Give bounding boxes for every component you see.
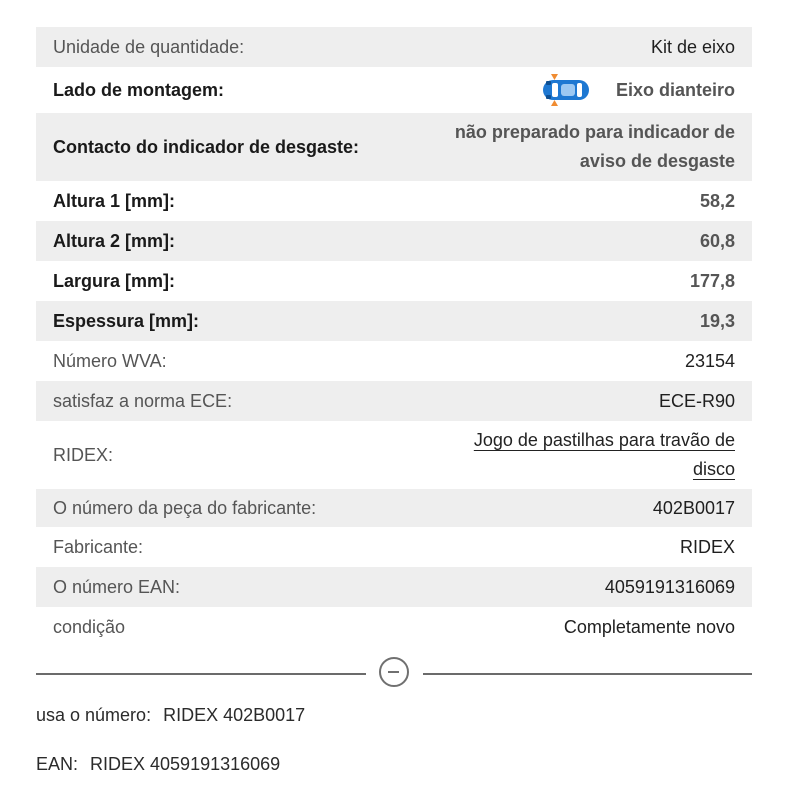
- collapse-button[interactable]: [379, 657, 409, 687]
- spec-value: 23154: [684, 350, 735, 371]
- collapse-divider: [36, 657, 752, 691]
- spec-value: 58,2: [699, 190, 735, 211]
- spec-label: Contacto do indicador de desgaste:: [53, 136, 360, 157]
- ean-line: [36, 754, 280, 775]
- spec-label: Altura 1 [mm]:: [53, 190, 176, 211]
- spec-value: 177,8: [689, 270, 735, 291]
- usage-number-line: [36, 705, 305, 726]
- spec-value: ECE-R90: [658, 390, 735, 411]
- spec-row-unidade: [36, 27, 752, 67]
- spec-row-ece: [36, 381, 752, 421]
- spec-value: Completamente novo: [563, 616, 735, 637]
- ean-value: RIDEX 4059191316069: [90, 754, 281, 774]
- spec-row-wva: [36, 341, 752, 381]
- spec-row-peca: [36, 489, 752, 527]
- spec-value: 4059191316069: [604, 576, 735, 597]
- spec-value: Kit de eixo: [650, 36, 735, 57]
- divider-line: [423, 673, 752, 675]
- spec-row-lado: [36, 67, 752, 113]
- spec-value-line: não preparado para indicador de: [454, 122, 735, 142]
- spec-label: condição: [53, 616, 126, 637]
- spec-row-ridex: [36, 421, 752, 489]
- spec-label: O número da peça do fabricante:: [53, 497, 317, 518]
- link-line: Jogo de pastilhas para travão de: [473, 430, 735, 450]
- spec-label: O número EAN:: [53, 576, 181, 597]
- spec-label: Altura 2 [mm]:: [53, 230, 176, 251]
- spec-row-altura2: [36, 221, 752, 261]
- spec-value: 60,8: [699, 230, 735, 251]
- spec-row-largura: [36, 261, 752, 301]
- spec-label: RIDEX:: [53, 444, 114, 465]
- usage-number-value: RIDEX 402B0017: [163, 705, 306, 725]
- spec-label: Fabricante:: [53, 536, 144, 557]
- link-line: disco: [692, 459, 735, 479]
- spec-value-group: [540, 72, 735, 108]
- minus-circle-icon: [388, 671, 399, 674]
- spec-value: 19,3: [699, 310, 735, 331]
- spec-table: [36, 27, 752, 647]
- car-front-axle-icon: [540, 72, 592, 108]
- ridex-product-link[interactable]: [474, 426, 735, 484]
- spec-row-contacto: [36, 113, 752, 181]
- spec-label: Lado de montagem:: [53, 79, 225, 100]
- spec-label: Espessura [mm]:: [53, 310, 200, 331]
- spec-value: Eixo dianteiro: [615, 79, 735, 100]
- ean-label: EAN:: [36, 754, 79, 774]
- spec-row-fabricante: [36, 527, 752, 567]
- spec-value: [455, 118, 735, 176]
- spec-label: Largura [mm]:: [53, 270, 176, 291]
- spec-label: satisfaz a norma ECE:: [53, 390, 233, 411]
- spec-label: Unidade de quantidade:: [53, 36, 245, 57]
- spec-value: RIDEX: [679, 536, 735, 557]
- spec-row-altura1: [36, 181, 752, 221]
- spec-value: 402B0017: [652, 497, 735, 518]
- usage-number-label: usa o número:: [36, 705, 152, 725]
- spec-row-ean: [36, 567, 752, 607]
- divider-line: [36, 673, 366, 675]
- spec-value-line: aviso de desgaste: [579, 151, 735, 171]
- spec-label: Número WVA:: [53, 350, 167, 371]
- spec-row-condicao: [36, 607, 752, 647]
- spec-row-espessura: [36, 301, 752, 341]
